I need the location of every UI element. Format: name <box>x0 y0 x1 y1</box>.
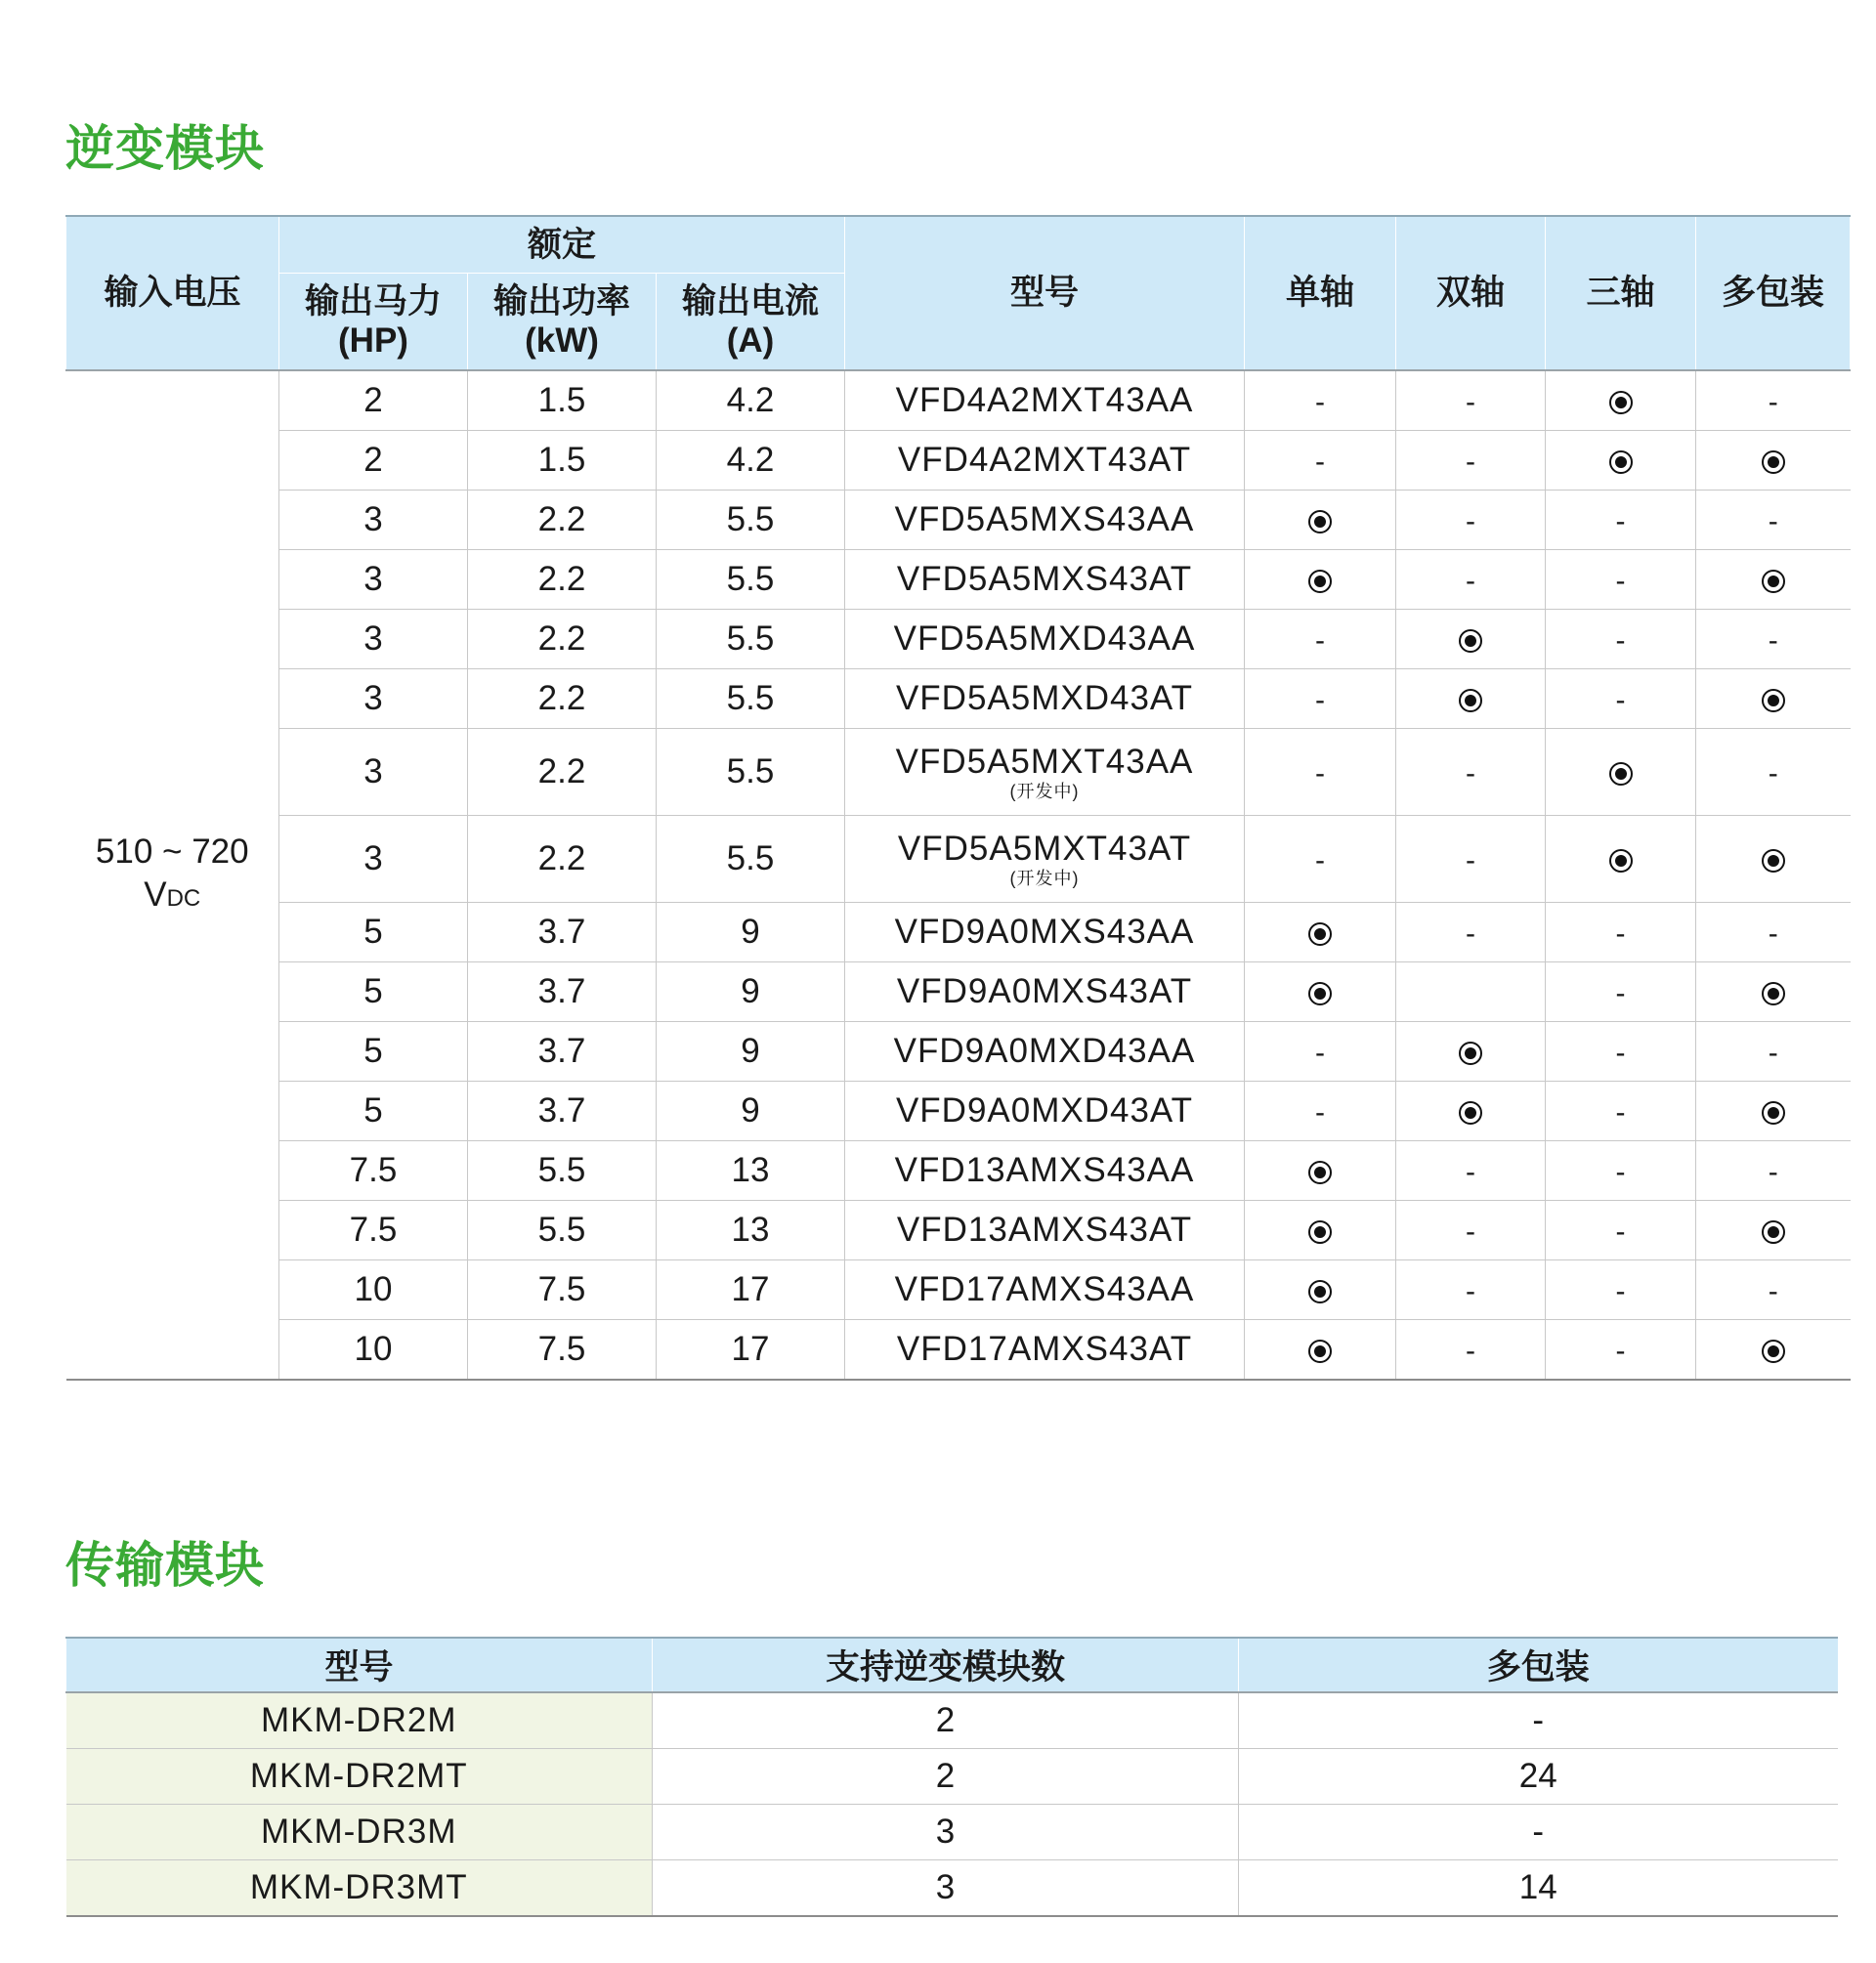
table-row <box>66 1692 1838 1749</box>
dash-mark: - <box>1466 446 1475 478</box>
model-name: VFD13AMXS43AT <box>896 1211 1193 1249</box>
kw-cell: 3.7 <box>468 903 657 962</box>
header-output-hp-unit: (HP) <box>338 321 408 360</box>
header-single-axis: 单轴 <box>1245 216 1396 370</box>
single-axis-cell <box>1245 491 1396 550</box>
tx-header-supported-count: 支持逆变模块数 <box>653 1638 1239 1692</box>
selected-mark-icon <box>1609 391 1633 414</box>
model-cell <box>845 903 1245 962</box>
dash-mark: - <box>1466 1335 1475 1367</box>
multipack-cell <box>1696 1141 1851 1201</box>
model-name: VFD17AMXS43AT <box>896 1330 1193 1368</box>
tx-model-cell: MKM-DR3MT <box>66 1860 653 1917</box>
kw-cell: 1.5 <box>468 370 657 431</box>
model-name: VFD4A2MXT43AA <box>895 381 1194 419</box>
single-axis-cell <box>1245 816 1396 903</box>
model-name: VFD5A5MXD43AA <box>893 619 1196 658</box>
single-axis-cell <box>1245 729 1396 816</box>
single-axis-cell <box>1245 431 1396 491</box>
single-axis-cell <box>1245 550 1396 610</box>
multipack-cell <box>1696 1320 1851 1381</box>
single-axis-cell <box>1245 1320 1396 1381</box>
header-dual-axis: 双轴 <box>1396 216 1546 370</box>
current-cell: 5.5 <box>657 491 845 550</box>
header-output-current-unit: (A) <box>726 321 775 360</box>
inverter-table-body <box>66 370 1851 1380</box>
current-cell: 4.2 <box>657 370 845 431</box>
table-row <box>66 903 1851 962</box>
dash-mark: - <box>1466 844 1475 876</box>
kw-cell: 3.7 <box>468 1022 657 1082</box>
triple-axis-cell <box>1546 431 1696 491</box>
selected-mark-icon <box>1459 1042 1482 1065</box>
selected-mark-icon <box>1308 1280 1332 1303</box>
model-cell <box>845 962 1245 1022</box>
triple-axis-cell <box>1546 1022 1696 1082</box>
selected-mark-icon <box>1459 689 1482 712</box>
model-cell <box>845 550 1245 610</box>
tx-multipack-cell: 14 <box>1239 1860 1838 1917</box>
header-output-current <box>657 274 845 371</box>
dual-axis-cell <box>1396 729 1546 816</box>
dash-mark: - <box>1768 1037 1778 1069</box>
dual-axis-cell <box>1396 962 1546 1022</box>
model-name: VFD9A0MXD43AT <box>895 1091 1194 1130</box>
kw-cell: 2.2 <box>468 669 657 729</box>
inverter-table-header <box>66 216 1851 370</box>
selected-mark-icon <box>1308 1340 1332 1363</box>
model-name: VFD9A0MXS43AT <box>896 972 1193 1010</box>
kw-cell: 2.2 <box>468 729 657 816</box>
single-axis-cell <box>1245 1082 1396 1141</box>
dash-mark: - <box>1615 1335 1626 1367</box>
model-name: VFD5A5MXT43AA <box>895 743 1194 781</box>
header-output-hp <box>279 274 468 371</box>
model-cell <box>845 1260 1245 1320</box>
single-axis-cell <box>1245 1260 1396 1320</box>
kw-cell: 7.5 <box>468 1320 657 1381</box>
dual-axis-cell <box>1396 1320 1546 1381</box>
hp-cell: 3 <box>279 491 468 550</box>
model-name: VFD5A5MXD43AT <box>895 679 1194 717</box>
triple-axis-cell <box>1546 729 1696 816</box>
transmission-table-body <box>66 1692 1838 1916</box>
header-rated: 额定 <box>279 216 845 274</box>
selected-mark-icon <box>1308 982 1332 1005</box>
voltage-unit-v: V <box>144 875 167 914</box>
model-cell <box>845 1082 1245 1141</box>
current-cell: 9 <box>657 962 845 1022</box>
current-cell: 13 <box>657 1141 845 1201</box>
tx-count-cell: 2 <box>653 1692 1239 1749</box>
current-cell: 5.5 <box>657 669 845 729</box>
dash-mark: - <box>1466 1156 1475 1188</box>
dual-axis-cell <box>1396 1201 1546 1260</box>
tx-multipack-cell: 24 <box>1239 1749 1838 1805</box>
hp-cell: 10 <box>279 1320 468 1381</box>
dash-mark: - <box>1768 624 1778 657</box>
multipack-cell <box>1696 491 1851 550</box>
voltage-range: 510 ~ 720 <box>95 832 249 871</box>
table-row <box>66 1082 1851 1141</box>
table-row <box>66 1805 1838 1860</box>
current-cell: 13 <box>657 1201 845 1260</box>
multipack-cell <box>1696 1022 1851 1082</box>
dual-axis-cell <box>1396 1022 1546 1082</box>
dash-mark: - <box>1615 624 1626 657</box>
model-cell <box>845 1201 1245 1260</box>
header-triple-axis: 三轴 <box>1546 216 1696 370</box>
inverter-table <box>65 215 1851 1381</box>
dash-mark: - <box>1466 386 1475 418</box>
model-cell <box>845 1320 1245 1381</box>
hp-cell: 5 <box>279 962 468 1022</box>
current-cell: 5.5 <box>657 729 845 816</box>
model-note: (开发中) <box>1009 782 1080 801</box>
dual-axis-cell <box>1396 669 1546 729</box>
dash-mark: - <box>1466 1216 1475 1248</box>
selected-mark-icon <box>1762 982 1785 1005</box>
table-row <box>66 1201 1851 1260</box>
triple-axis-cell <box>1546 903 1696 962</box>
kw-cell: 5.5 <box>468 1141 657 1201</box>
dash-mark: - <box>1315 844 1325 876</box>
multipack-cell <box>1696 962 1851 1022</box>
model-name: VFD5A5MXS43AA <box>894 500 1195 538</box>
dash-mark: - <box>1615 1275 1626 1307</box>
selected-mark-icon <box>1762 689 1785 712</box>
dash-mark: - <box>1315 446 1325 478</box>
current-cell: 17 <box>657 1320 845 1381</box>
transmission-section-title: 传输模块 <box>65 1537 265 1594</box>
model-cell <box>845 729 1245 816</box>
hp-cell: 5 <box>279 1082 468 1141</box>
kw-cell: 2.2 <box>468 550 657 610</box>
selected-mark-icon <box>1762 849 1785 873</box>
tx-header-multipack: 多包装 <box>1239 1638 1838 1692</box>
kw-cell: 3.7 <box>468 1082 657 1141</box>
selected-mark-icon <box>1762 1220 1785 1244</box>
selected-mark-icon <box>1308 1161 1332 1184</box>
selected-mark-icon <box>1609 849 1633 873</box>
triple-axis-cell <box>1546 610 1696 669</box>
tx-header-model: 型号 <box>66 1638 653 1692</box>
hp-cell: 3 <box>279 816 468 903</box>
dash-mark: - <box>1466 757 1475 789</box>
dash-mark: - <box>1768 1156 1778 1188</box>
dual-axis-cell <box>1396 550 1546 610</box>
dash-mark: - <box>1615 684 1626 716</box>
dual-axis-cell <box>1396 610 1546 669</box>
header-output-kw-label: 输出功率 <box>492 282 630 320</box>
dash-mark: - <box>1315 386 1325 418</box>
dash-mark: - <box>1315 757 1325 789</box>
single-axis-cell <box>1245 610 1396 669</box>
dash-mark: - <box>1615 505 1626 537</box>
hp-cell: 3 <box>279 729 468 816</box>
hp-cell: 2 <box>279 370 468 431</box>
model-cell <box>845 816 1245 903</box>
header-output-hp-label: 输出马力 <box>304 282 442 320</box>
single-axis-cell <box>1245 370 1396 431</box>
current-cell: 4.2 <box>657 431 845 491</box>
single-axis-cell <box>1245 962 1396 1022</box>
hp-cell: 7.5 <box>279 1141 468 1201</box>
transmission-table-header <box>66 1638 1838 1692</box>
header-input-voltage: 输入电压 <box>66 216 279 370</box>
model-name: VFD9A0MXD43AA <box>893 1032 1196 1070</box>
single-axis-cell <box>1245 1022 1396 1082</box>
tx-model-cell: MKM-DR2MT <box>66 1749 653 1805</box>
triple-axis-cell <box>1546 1320 1696 1381</box>
tx-multipack-cell: - <box>1239 1805 1838 1860</box>
table-row <box>66 610 1851 669</box>
multipack-cell <box>1696 610 1851 669</box>
current-cell: 5.5 <box>657 550 845 610</box>
dual-axis-cell <box>1396 370 1546 431</box>
tx-count-cell: 3 <box>653 1805 1239 1860</box>
hp-cell: 3 <box>279 550 468 610</box>
dash-mark: - <box>1615 1037 1626 1069</box>
tx-model-cell: MKM-DR3M <box>66 1805 653 1860</box>
triple-axis-cell <box>1546 1141 1696 1201</box>
dash-mark: - <box>1615 565 1626 597</box>
triple-axis-cell <box>1546 1082 1696 1141</box>
input-voltage-cell <box>66 370 279 1380</box>
header-output-kw <box>468 274 657 371</box>
table-row <box>66 1022 1851 1082</box>
hp-cell: 5 <box>279 1022 468 1082</box>
dash-mark: - <box>1615 1096 1626 1129</box>
dual-axis-cell <box>1396 1141 1546 1201</box>
selected-mark-icon <box>1762 450 1785 474</box>
model-cell <box>845 610 1245 669</box>
model-name: VFD4A2MXT43AT <box>897 441 1192 479</box>
dual-axis-cell <box>1396 903 1546 962</box>
model-cell <box>845 1141 1245 1201</box>
hp-cell: 10 <box>279 1260 468 1320</box>
triple-axis-cell <box>1546 1260 1696 1320</box>
voltage-unit-dc: DC <box>166 884 201 912</box>
single-axis-cell <box>1245 669 1396 729</box>
dual-axis-cell <box>1396 1260 1546 1320</box>
dash-mark: - <box>1615 1156 1626 1188</box>
table-row <box>66 1320 1851 1381</box>
model-name: VFD13AMXS43AA <box>894 1151 1195 1189</box>
kw-cell: 3.7 <box>468 962 657 1022</box>
triple-axis-cell <box>1546 669 1696 729</box>
selected-mark-icon <box>1308 510 1332 533</box>
multipack-cell <box>1696 816 1851 903</box>
model-cell <box>845 1022 1245 1082</box>
model-name: VFD5A5MXT43AT <box>897 830 1192 868</box>
multipack-cell <box>1696 669 1851 729</box>
multipack-cell <box>1696 370 1851 431</box>
current-cell: 5.5 <box>657 610 845 669</box>
table-row <box>66 1260 1851 1320</box>
table-row <box>66 1860 1838 1917</box>
model-cell <box>845 669 1245 729</box>
kw-cell: 7.5 <box>468 1260 657 1320</box>
multipack-cell <box>1696 431 1851 491</box>
single-axis-cell <box>1245 1141 1396 1201</box>
dual-axis-cell <box>1396 816 1546 903</box>
current-cell: 9 <box>657 903 845 962</box>
table-row <box>66 962 1851 1022</box>
hp-cell: 3 <box>279 610 468 669</box>
selected-mark-icon <box>1459 629 1482 653</box>
table-row <box>66 1749 1838 1805</box>
header-output-current-label: 输出电流 <box>681 282 819 320</box>
dash-mark: - <box>1466 1275 1475 1307</box>
table-row <box>66 431 1851 491</box>
kw-cell: 5.5 <box>468 1201 657 1260</box>
header-multipack: 多包装 <box>1696 216 1851 370</box>
hp-cell: 7.5 <box>279 1201 468 1260</box>
hp-cell: 2 <box>279 431 468 491</box>
triple-axis-cell <box>1546 550 1696 610</box>
model-cell <box>845 431 1245 491</box>
multipack-cell <box>1696 1260 1851 1320</box>
current-cell: 9 <box>657 1022 845 1082</box>
dual-axis-cell <box>1396 1082 1546 1141</box>
dash-mark: - <box>1466 505 1475 537</box>
single-axis-cell <box>1245 1201 1396 1260</box>
current-cell: 9 <box>657 1082 845 1141</box>
model-cell <box>845 491 1245 550</box>
multipack-cell <box>1696 729 1851 816</box>
kw-cell: 2.2 <box>468 816 657 903</box>
model-name: VFD17AMXS43AA <box>894 1270 1195 1308</box>
multipack-cell <box>1696 550 1851 610</box>
kw-cell: 2.2 <box>468 491 657 550</box>
dual-axis-cell <box>1396 491 1546 550</box>
voltage-unit <box>66 874 279 920</box>
table-row <box>66 370 1851 431</box>
triple-axis-cell <box>1546 962 1696 1022</box>
hp-cell: 3 <box>279 669 468 729</box>
selected-mark-icon <box>1762 570 1785 593</box>
dash-mark: - <box>1768 386 1778 418</box>
dual-axis-cell <box>1396 431 1546 491</box>
current-cell: 17 <box>657 1260 845 1320</box>
dash-mark: - <box>1768 917 1778 950</box>
single-axis-cell <box>1245 903 1396 962</box>
triple-axis-cell <box>1546 491 1696 550</box>
dash-mark: - <box>1615 977 1626 1009</box>
selected-mark-icon <box>1459 1101 1482 1125</box>
selected-mark-icon <box>1762 1340 1785 1363</box>
multipack-cell <box>1696 903 1851 962</box>
selected-mark-icon <box>1308 922 1332 946</box>
dash-mark: - <box>1315 684 1325 716</box>
tx-count-cell: 3 <box>653 1860 1239 1917</box>
inverter-section-title: 逆变模块 <box>65 120 265 177</box>
dash-mark: - <box>1615 1216 1626 1248</box>
dash-mark: - <box>1315 1096 1325 1129</box>
dash-mark: - <box>1466 917 1475 950</box>
selected-mark-icon <box>1308 1220 1332 1244</box>
multipack-cell <box>1696 1082 1851 1141</box>
dash-mark: - <box>1315 624 1325 657</box>
dash-mark: - <box>1315 1037 1325 1069</box>
selected-mark-icon <box>1308 570 1332 593</box>
table-row <box>66 669 1851 729</box>
triple-axis-cell <box>1546 816 1696 903</box>
dash-mark: - <box>1466 565 1475 597</box>
model-name: VFD9A0MXS43AA <box>894 913 1195 951</box>
dash-mark: - <box>1615 917 1626 950</box>
header-output-kw-unit: (kW) <box>525 321 599 360</box>
model-note: (开发中) <box>1009 869 1080 888</box>
table-row <box>66 729 1851 816</box>
header-model: 型号 <box>845 216 1245 370</box>
table-row <box>66 816 1851 903</box>
dash-mark: - <box>1768 1275 1778 1307</box>
kw-cell: 2.2 <box>468 610 657 669</box>
selected-mark-icon <box>1609 450 1633 474</box>
tx-model-cell: MKM-DR2M <box>66 1692 653 1749</box>
kw-cell: 1.5 <box>468 431 657 491</box>
current-cell: 5.5 <box>657 816 845 903</box>
tx-multipack-cell: - <box>1239 1692 1838 1749</box>
selected-mark-icon <box>1762 1101 1785 1125</box>
table-row <box>66 491 1851 550</box>
transmission-table <box>65 1637 1838 1917</box>
table-row <box>66 550 1851 610</box>
hp-cell: 5 <box>279 903 468 962</box>
tx-count-cell: 2 <box>653 1749 1239 1805</box>
model-name: VFD5A5MXS43AT <box>896 560 1193 598</box>
selected-mark-icon <box>1609 762 1633 786</box>
triple-axis-cell <box>1546 1201 1696 1260</box>
dash-mark: - <box>1768 757 1778 789</box>
table-row <box>66 1141 1851 1201</box>
dash-mark: - <box>1768 505 1778 537</box>
multipack-cell <box>1696 1201 1851 1260</box>
triple-axis-cell <box>1546 370 1696 431</box>
model-cell <box>845 370 1245 431</box>
